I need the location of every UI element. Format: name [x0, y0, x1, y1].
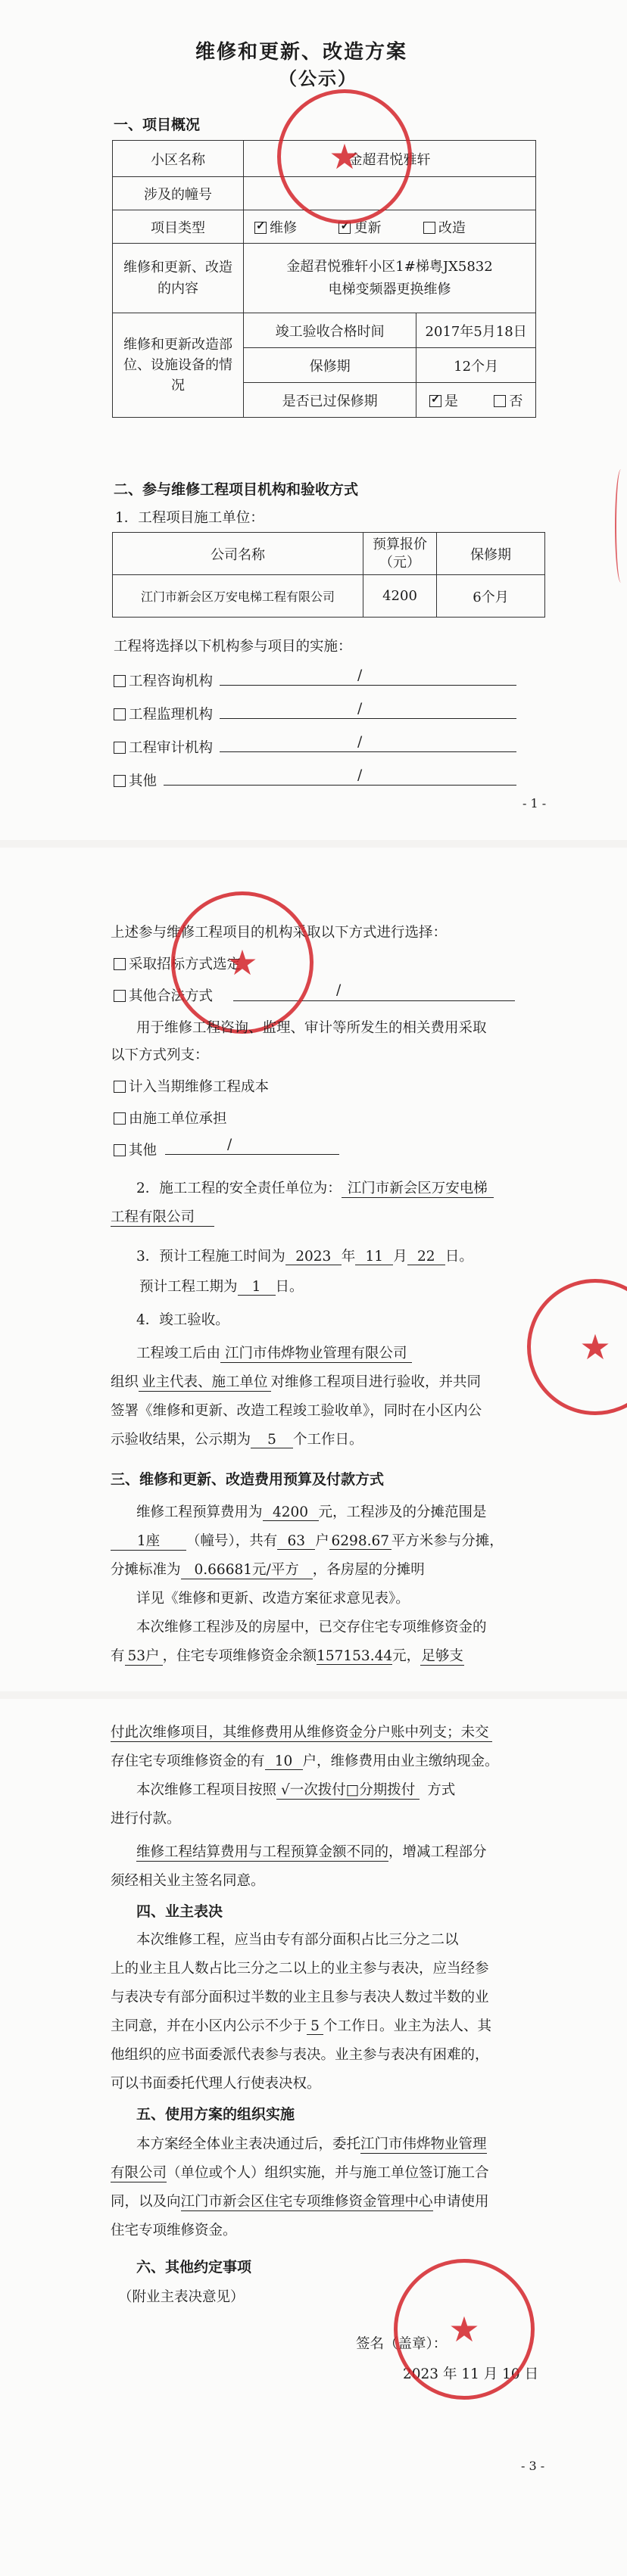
schedule-year: 2023 [285, 1249, 342, 1265]
fee-other-label: 其他 [129, 1143, 158, 1159]
construction-unit-heading: 1．工程项目施工单位： [115, 510, 264, 526]
select-bidding-checkbox[interactable] [114, 958, 126, 970]
type-renovate-checkbox[interactable] [423, 222, 435, 234]
implement-line-1 [136, 2133, 487, 2154]
parts-label: 维修和更新改造部位、设施设备的情况 [113, 313, 244, 418]
budget-text-6a: 有 [111, 1648, 125, 1664]
fund-center: 江门市新会区住宅专项维修资金管理中心 [181, 2191, 433, 2211]
month-unit: 月 [393, 1249, 407, 1265]
payment-text-3a: 本次维修工程项目按照 [136, 1782, 277, 1798]
acceptance-text-2a: 组织 [111, 1374, 139, 1390]
section-4-heading: 四、业主表决 [136, 1903, 223, 1920]
payment-line-5 [136, 1841, 487, 1862]
org-consulting [114, 670, 213, 690]
select-bidding-label: 采取招标方式选定 [129, 957, 242, 972]
fee-cost-checkbox[interactable] [114, 1081, 126, 1093]
warranty-header: 保修期 [437, 533, 545, 575]
schedule-day: 22 [407, 1249, 445, 1265]
type-options [244, 210, 536, 244]
org-consulting-blank [220, 685, 516, 686]
vote-text-4a: 主同意，并在小区内公示不少于 [111, 2018, 307, 2034]
acceptance-heading: 4．竣工验收。 [136, 1312, 229, 1328]
org-consulting-slash: / [357, 667, 363, 683]
select-other-label: 其他合法方式 [129, 988, 214, 1004]
payment-installment: □分期拨付 [345, 1782, 416, 1798]
duration-value: 1 [238, 1279, 276, 1296]
acceptance-line-4 [111, 1429, 363, 1448]
share-area: 6298.67 [329, 1533, 391, 1550]
payment-line-1 [111, 1722, 492, 1742]
share-households: 63 [277, 1533, 315, 1550]
type-label: 项目类型 [113, 210, 244, 244]
org-supervision-label: 工程监理机构 [129, 707, 214, 723]
doc-subtitle: （公示） [279, 68, 357, 89]
vote-line-2: 上的业主且人数占比三分之二以上的业主参与表决，应当经参 [111, 1961, 489, 1977]
section-1-heading: 一、项目概况 [114, 117, 201, 133]
seal-star-icon-2: ★ [226, 942, 258, 983]
fee-cost [114, 1076, 269, 1096]
page-3 [0, 1699, 627, 2576]
payment-text-1: 付此次维修项目，其维修费用从维修资金分户账中列支；未交 [111, 1722, 492, 1742]
page-2 [0, 848, 627, 1691]
org-other [114, 770, 157, 790]
safety-unit-line [136, 1178, 494, 1198]
duration-unit: 日。 [275, 1279, 304, 1295]
select-other-checkbox[interactable] [114, 990, 126, 1002]
payment-text-2c: 户，维修费用由业主缴纳现金。 [302, 1753, 499, 1769]
sign-date: 2023 年 11 月 10 日 [403, 2366, 539, 2382]
accept-label: 竣工验收合格时间 [244, 313, 416, 348]
fee-other-checkbox[interactable] [114, 1144, 126, 1156]
content-line-2: 电梯变频器更换维修 [328, 281, 451, 297]
org-audit-checkbox[interactable] [114, 742, 126, 754]
participating-orgs-intro: 工程将选择以下机构参与项目的实施： [114, 639, 352, 655]
implement-line-2 [111, 2162, 489, 2182]
budget-text-3a: 分摊标准为 [111, 1562, 181, 1578]
acceptance-text-2c: 对维修工程项目进行验收，并共同 [270, 1374, 482, 1390]
attachment-note: （附业主表决意见） [118, 2289, 245, 2305]
seal-star-icon: ★ [329, 136, 360, 177]
acceptance-line-1 [136, 1342, 412, 1363]
warranty-cell: 6个月 [437, 575, 545, 618]
payment-once: √一次拨付 [281, 1782, 346, 1798]
implement-org-2: 有限公司 [111, 2162, 167, 2182]
payment-line-4: 进行付款。 [111, 1811, 181, 1827]
fund-sufficient: 足够支 [420, 1645, 464, 1666]
implement-line-4: 住宅专项维修资金。 [111, 2223, 237, 2238]
construction-unit-table [112, 532, 545, 618]
implement-text-2b: （单位或个人）组织实施，并与施工单位签订施工合 [167, 2165, 489, 2181]
section-2-heading: 二、参与维修工程项目机构和验收方式 [114, 481, 359, 498]
seal-star-icon-3: ★ [579, 1327, 611, 1367]
community-label: 小区名称 [113, 141, 244, 177]
schedule-month: 11 [355, 1249, 393, 1265]
type-update-label: 更新 [354, 219, 382, 236]
payment-mode [276, 1779, 420, 1800]
schedule-line [136, 1246, 473, 1265]
implement-text-1a: 本方案经全体业主表决通过后，委托 [136, 2136, 361, 2152]
expired-options [416, 383, 536, 418]
payment-line-6: 须经相关业主签名同意。 [111, 1873, 265, 1889]
org-consulting-label: 工程咨询机构 [129, 674, 214, 689]
acceptance-line-3: 签署《维修和更新、改造工程竣工验收单》，同时在小区内公 [111, 1403, 482, 1419]
budget-text-1a: 维修工程预算费用为 [136, 1504, 263, 1520]
expired-no-checkbox[interactable] [494, 395, 506, 407]
company-seal-3 [527, 1279, 627, 1415]
vote-text-4c: 个工作日。业主为法人、其 [323, 2018, 492, 2034]
acceptance-text-4a: 示验收结果，公示期为 [111, 1432, 251, 1448]
budget-text-2d: 户 [315, 1533, 329, 1549]
org-other-slash: / [357, 767, 363, 783]
duration-label: 预计工程工期为 [139, 1279, 238, 1295]
fee-cost-label: 计入当期维修工程成本 [129, 1079, 270, 1095]
budget-text-6e: 元， [392, 1648, 421, 1664]
budget-line-2 [111, 1530, 504, 1551]
org-audit-slash: / [357, 734, 363, 750]
type-renovate-label: 改造 [438, 219, 466, 236]
implement-text-3a: 同，以及向 [111, 2194, 181, 2210]
vote-line-5: 他组织的应书面委派代表参与表决。业主参与表决有困难的， [111, 2047, 489, 2063]
page-number-3: - 3 - [521, 2459, 545, 2473]
share-building: 1座 [111, 1530, 186, 1551]
company-name-header: 公司名称 [113, 533, 363, 575]
section-6-heading: 六、其他约定事项 [136, 2259, 252, 2276]
fund-balance: 157153.44 [317, 1648, 393, 1664]
safety-unit-label: 2．施工工程的安全责任单位为： [136, 1181, 342, 1196]
org-supervision-slash: / [357, 701, 363, 717]
acceptance-text-4c: 个工作日。 [293, 1432, 363, 1448]
safety-unit-value-1: 江门市新会区万安电梯 [342, 1178, 494, 1198]
company-seal-4 [394, 2259, 535, 2400]
budget-line-1 [136, 1501, 487, 1521]
page-number-1: - 1 - [522, 796, 547, 810]
company-seal-1 [277, 89, 412, 224]
org-other-checkbox[interactable] [114, 775, 126, 787]
fee-method-line-2: 以下方式列支： [111, 1047, 209, 1063]
budget-text-2b: （幢号），共有 [186, 1533, 278, 1549]
budget-text-2f: 平方米参与分摊， [391, 1533, 504, 1549]
share-standard: 0.66681元/平方 [181, 1559, 313, 1579]
org-other-blank [164, 785, 516, 786]
building-label: 涉及的幢号 [113, 177, 244, 210]
acceptance-participants: 业主代表、施工单位 [139, 1371, 271, 1392]
type-repair-label: 维修 [270, 219, 297, 236]
adjacent-seal-edge [615, 469, 627, 583]
budget-line-4: 详见《维修和更新、改造方案征求意见表》。 [136, 1591, 410, 1607]
accept-value: 2017年5月18日 [416, 313, 536, 348]
content-label: 维修和更新、改造的内容 [113, 244, 244, 313]
org-other-label: 其他 [129, 773, 158, 789]
implement-text-3c: 申请使用 [432, 2194, 489, 2210]
acceptance-organizer: 江门市伟烨物业管理有限公司 [220, 1342, 412, 1363]
unfunded-households: 10 [265, 1753, 303, 1770]
vote-publicity-days: 5 [307, 2018, 323, 2035]
duration-line [139, 1276, 304, 1296]
day-unit: 日。 [445, 1249, 473, 1265]
fee-method-line-1: 用于维修工程咨询、监理、审计等所发生的相关费用采取 [136, 1020, 487, 1036]
schedule-label: 3．预计工程施工时间为 [136, 1249, 285, 1265]
org-audit [114, 737, 213, 757]
safety-unit-line-2 [111, 1206, 214, 1227]
warranty-label: 保修期 [244, 348, 416, 383]
fee-other-slash: / [227, 1137, 232, 1153]
section-3-heading: 三、维修和更新、改造费用预算及付款方式 [111, 1471, 385, 1488]
type-repair-checkbox[interactable] [254, 222, 267, 234]
org-supervision-checkbox[interactable] [114, 708, 126, 720]
implement-line-3 [111, 2191, 489, 2211]
fee-other [114, 1140, 157, 1159]
org-audit-label: 工程审计机构 [129, 740, 214, 756]
company-seal-2 [171, 891, 314, 1034]
select-other-slash: / [336, 982, 342, 998]
vote-line-4 [111, 2015, 491, 2035]
safety-unit-value-2: 工程有限公司 [111, 1206, 214, 1227]
expired-yes-checkbox[interactable] [429, 395, 441, 407]
org-audit-blank [220, 751, 516, 752]
year-unit: 年 [341, 1249, 356, 1265]
section-5-heading: 五、使用方案的组织实施 [136, 2106, 295, 2123]
payment-text-5a: 维修工程结算费用与工程预算金额不同的 [136, 1841, 388, 1862]
budget-line-3 [111, 1559, 425, 1579]
budget-cell: 4200 [363, 575, 437, 618]
community-value: 金超君悦雅轩 [244, 141, 536, 177]
budget-amount: 4200 [263, 1504, 319, 1521]
budget-text-1c: 元，工程涉及的分摊范围是 [318, 1504, 487, 1520]
payment-text-3d: 方式 [427, 1782, 456, 1798]
payment-line-3 [136, 1779, 455, 1800]
payment-text-5b: ，增减工程部分 [388, 1844, 487, 1860]
budget-header: 预算报价（元） [363, 533, 437, 575]
expired-yes-label: 是 [444, 393, 458, 409]
acceptance-text-1: 工程竣工后由 [136, 1346, 221, 1361]
vote-line-6: 可以书面委托代理人行使表决权。 [111, 2076, 321, 2092]
signature-label: 签名（盖章）： [356, 2336, 448, 2352]
selection-method-intro: 上述参与维修工程项目的机构采取以下方式进行选择： [111, 925, 448, 941]
page-1 [0, 0, 627, 840]
doc-title: 维修和更新、改造方案 [195, 41, 408, 64]
expired-label: 是否已过保修期 [244, 383, 416, 418]
publicity-days: 5 [251, 1432, 293, 1448]
fee-contractor-label: 由施工单位承担 [129, 1111, 227, 1127]
vote-line-3: 与表决专有部分面积过半数的业主且参与表决人数过半数的业 [111, 1990, 489, 2005]
company-name-cell: 江门市新会区万安电梯工程有限公司 [113, 575, 363, 618]
content-value [244, 244, 536, 313]
fee-other-blank [165, 1154, 339, 1155]
fee-contractor [114, 1108, 227, 1128]
expired-no-label: 否 [509, 393, 523, 409]
budget-text-3c: ，各房屋的分摊明 [312, 1562, 425, 1578]
payment-text-2a: 存住宅专项维修资金的有 [111, 1753, 265, 1769]
acceptance-line-2 [111, 1371, 481, 1392]
warranty-value: 12个月 [416, 348, 536, 383]
org-consulting-checkbox[interactable] [114, 675, 126, 687]
seal-star-icon-4: ★ [448, 2309, 480, 2350]
content-line-1: 金超君悦雅轩小区1#梯粤JX5832 [286, 258, 493, 275]
org-supervision [114, 704, 213, 723]
implement-org-1: 江门市伟烨物业管理 [360, 2133, 487, 2154]
budget-text-6c: ，住宅专项维修资金余额 [162, 1648, 317, 1664]
org-supervision-blank [220, 718, 516, 719]
fee-contractor-checkbox[interactable] [114, 1112, 126, 1125]
vote-line-1: 本次维修工程，应当由专有部分面积占比三分之二以 [136, 1932, 459, 1948]
payment-line-2 [111, 1750, 499, 1770]
budget-line-5: 本次维修工程涉及的房屋中，已交存住宅专项维修资金的 [136, 1619, 487, 1635]
budget-line-6 [111, 1645, 464, 1666]
funded-households: 53户 [125, 1645, 163, 1666]
